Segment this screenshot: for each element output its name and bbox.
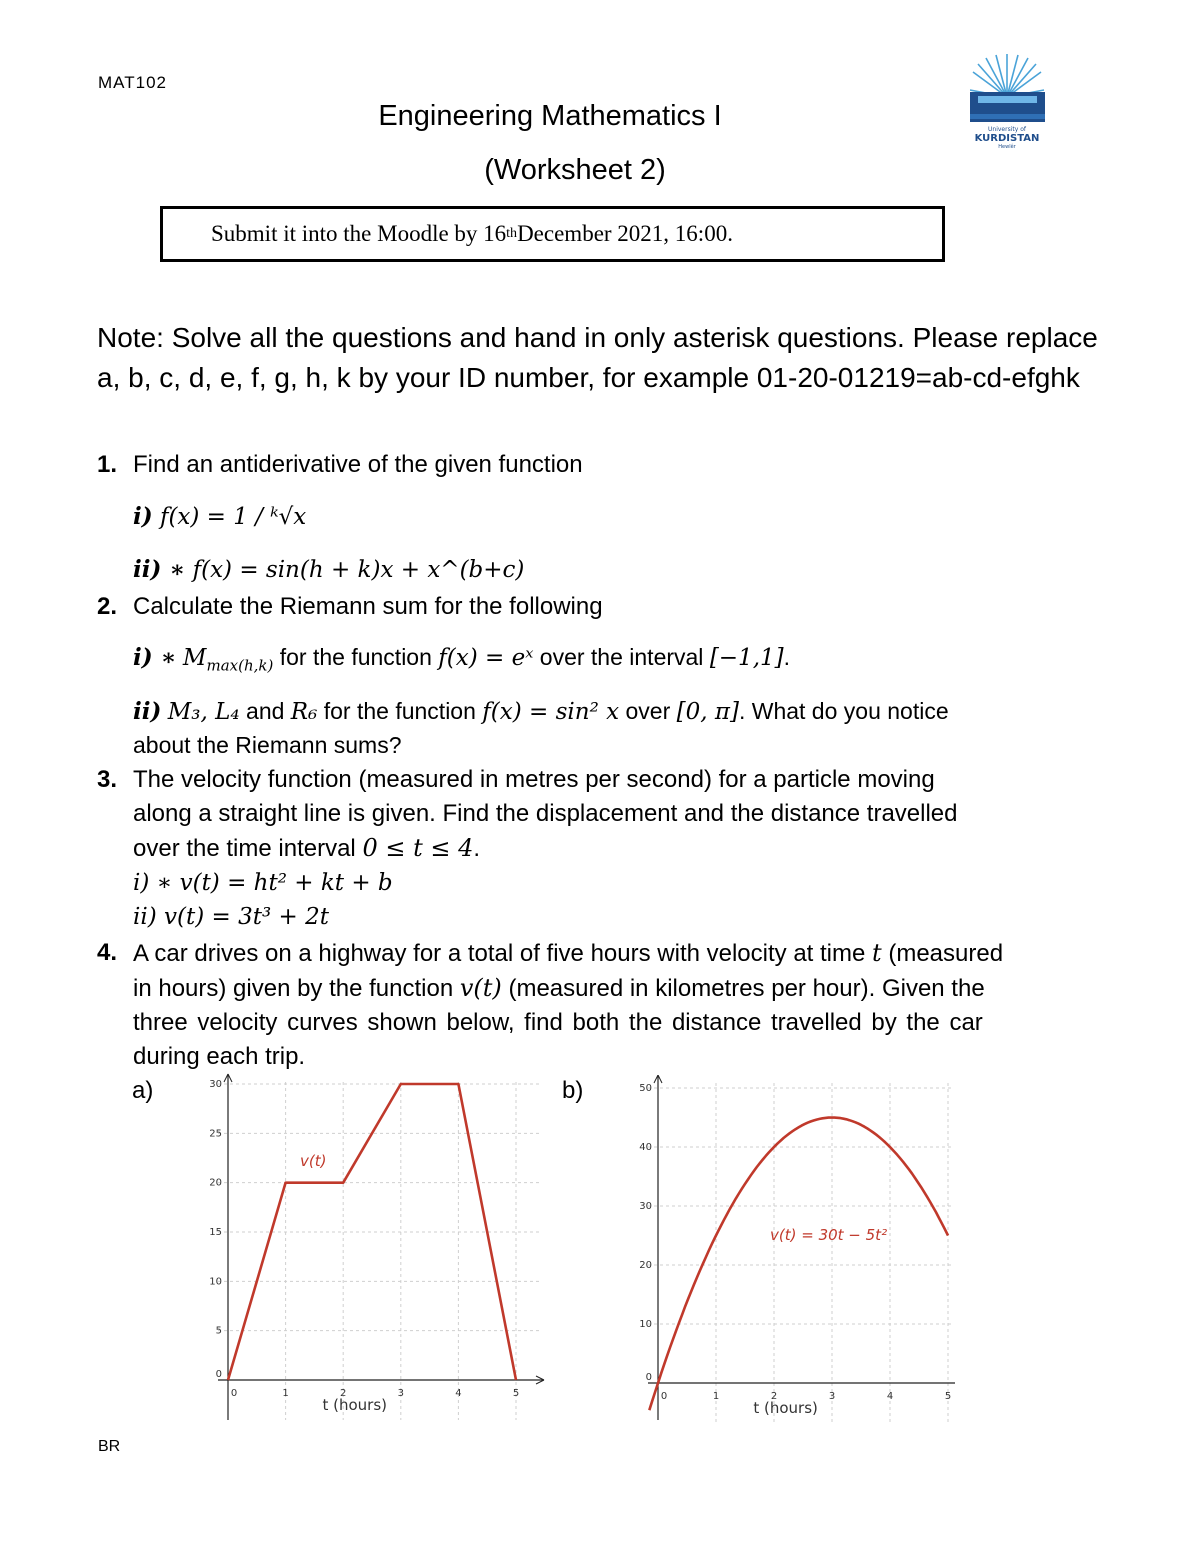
q2-part-i bbox=[133, 640, 790, 683]
deadline-text-sup: th bbox=[506, 226, 518, 241]
part-text: . What do you notice bbox=[738, 698, 949, 724]
part-expr: v(t) = 3t³ + 2t bbox=[164, 904, 329, 930]
series-line bbox=[649, 1118, 948, 1411]
note-paragraph: Note: Solve all the questions and hand in only asterisk questions. Please replace a, b, c, d, e, f, g, h, k by your ID number, for example 01-20-01219=ab-cd-efghk bbox=[97, 322, 1098, 393]
question-number: 1. bbox=[97, 451, 118, 478]
part-text: . bbox=[783, 644, 790, 670]
series-label: v(t) bbox=[300, 1152, 327, 1170]
y-tick-label: 0 bbox=[215, 1369, 222, 1380]
page-title: Engineering Mathematics I bbox=[378, 100, 722, 132]
y-tick-label: 25 bbox=[209, 1128, 222, 1140]
part-text: for the function bbox=[317, 698, 483, 724]
question-text-line1: A car drives on a highway for a total of five hours with velocity at time t (measured bbox=[133, 939, 1004, 967]
q1-part-ii bbox=[133, 553, 524, 587]
deadline-text-post: December 2021, 16:00. bbox=[517, 221, 733, 246]
y-tick-label: 40 bbox=[639, 1142, 652, 1153]
part-expr: ∗ v(t) = ht² + kt + b bbox=[156, 870, 393, 896]
deadline-text-pre: Submit it into the Moodle by 16 bbox=[211, 221, 507, 246]
x-axis-label: t (hours) bbox=[753, 1399, 818, 1417]
part-expr: M bbox=[182, 645, 207, 671]
question-4 bbox=[97, 936, 1117, 1074]
logo-text: KURDISTAN bbox=[974, 133, 1040, 144]
x-tick-label: 2 bbox=[770, 1391, 778, 1402]
deadline-box bbox=[160, 206, 945, 262]
part-expr: f(x) = eˣ bbox=[438, 645, 534, 671]
y-tick-label: 30 bbox=[639, 1201, 652, 1212]
part-expr: [−1,1] bbox=[709, 645, 784, 671]
x-tick-label: 4 bbox=[455, 1388, 462, 1399]
question-number: 3. bbox=[97, 766, 118, 793]
part-label: ii) bbox=[133, 698, 162, 725]
part-expr: M₃, L₄ bbox=[167, 699, 240, 725]
x-tick-label: 0 bbox=[230, 1388, 238, 1399]
part-label: i) bbox=[133, 503, 153, 530]
part-label: ii) bbox=[133, 904, 157, 930]
series-label: v(t) = 30t − 5t² bbox=[770, 1226, 888, 1244]
y-tick-label: 20 bbox=[209, 1177, 222, 1189]
question-text-line1: The velocity function (measured in metres per second) for a particle moving bbox=[133, 766, 935, 793]
part-expr: R₆ bbox=[290, 699, 318, 725]
x-tick-label: 0 bbox=[660, 1391, 668, 1402]
question-text: Calculate the Riemann sum for the following bbox=[133, 593, 603, 620]
part-label: i) ∗ bbox=[133, 644, 177, 671]
svg-text:Hewlêr: Hewlêr bbox=[998, 144, 1016, 150]
page-subtitle: (Worksheet 2) bbox=[484, 154, 666, 186]
y-tick-label: 50 bbox=[639, 1083, 652, 1094]
x-tick-label: 3 bbox=[828, 1391, 836, 1402]
y-tick-label: 10 bbox=[639, 1319, 652, 1330]
y-tick-label: 20 bbox=[639, 1260, 652, 1271]
chart-a-label: a) bbox=[132, 1077, 154, 1104]
question-number: 4. bbox=[97, 939, 118, 966]
question-1 bbox=[97, 448, 1117, 482]
x-tick-label: 5 bbox=[512, 1388, 520, 1399]
q3-part-ii bbox=[133, 900, 329, 934]
university-logo bbox=[970, 52, 1045, 152]
part-expr: f(x) = sin² x bbox=[482, 699, 620, 725]
velocity-chart-b bbox=[625, 1075, 955, 1425]
question-text-line3: three velocity curves shown below, find both the distance travelled by the car bbox=[133, 1009, 983, 1036]
y-tick-label: 30 bbox=[209, 1079, 222, 1090]
question-text-line3: over the time interval 0 ≤ t ≤ 4. bbox=[133, 834, 481, 862]
footer-initials: BR bbox=[98, 1438, 121, 1455]
question-3 bbox=[97, 763, 1117, 866]
q2-part-ii-line2: about the Riemann sums? bbox=[133, 732, 402, 758]
part-expr: [0, π] bbox=[676, 699, 739, 725]
y-tick-label: 5 bbox=[215, 1325, 222, 1337]
part-expr: f(x) = 1 / ᵏ√x bbox=[159, 504, 307, 530]
x-tick-label: 1 bbox=[282, 1388, 289, 1399]
question-text-line4: during each trip. bbox=[133, 1043, 306, 1070]
part-expr-sub: max(h,k) bbox=[206, 656, 274, 675]
question-2 bbox=[97, 590, 1117, 624]
question-text-line2: in hours) given by the function v(t) (measured in kilometres per hour). Given the bbox=[133, 974, 985, 1002]
sunburst-logo-icon bbox=[970, 52, 1045, 152]
q2-part-ii bbox=[133, 694, 949, 729]
x-tick-label: 1 bbox=[712, 1391, 720, 1402]
x-axis-label: t (hours) bbox=[322, 1396, 387, 1414]
part-text: and bbox=[239, 698, 291, 724]
x-tick-label: 4 bbox=[886, 1391, 894, 1402]
x-tick-label: 5 bbox=[944, 1391, 952, 1402]
part-label: ii) ∗ bbox=[133, 556, 186, 583]
part-text: over the interval bbox=[533, 644, 710, 670]
velocity-chart-a bbox=[180, 1070, 550, 1425]
part-label: i) bbox=[133, 870, 150, 896]
question-text: Find an antiderivative of the given function bbox=[133, 451, 583, 478]
part-text: for the function bbox=[273, 644, 439, 670]
y-tick-label: 0 bbox=[645, 1372, 652, 1383]
q3-part-i bbox=[133, 866, 393, 900]
y-tick-label: 10 bbox=[209, 1276, 222, 1288]
part-text: over bbox=[619, 698, 677, 724]
q1-part-i bbox=[133, 500, 306, 534]
course-code: MAT102 bbox=[98, 73, 167, 92]
part-expr: f(x) = sin(h + k)x + x^(b+c) bbox=[192, 557, 525, 583]
chart-b-label: b) bbox=[562, 1077, 584, 1104]
svg-text:University of: University of bbox=[988, 126, 1026, 133]
x-tick-label: 2 bbox=[340, 1388, 347, 1399]
y-tick-label: 15 bbox=[209, 1227, 222, 1238]
question-number: 2. bbox=[97, 593, 118, 620]
question-text-line2: along a straight line is given. Find the displacement and the distance travelled bbox=[133, 800, 958, 827]
x-tick-label: 3 bbox=[397, 1388, 404, 1399]
